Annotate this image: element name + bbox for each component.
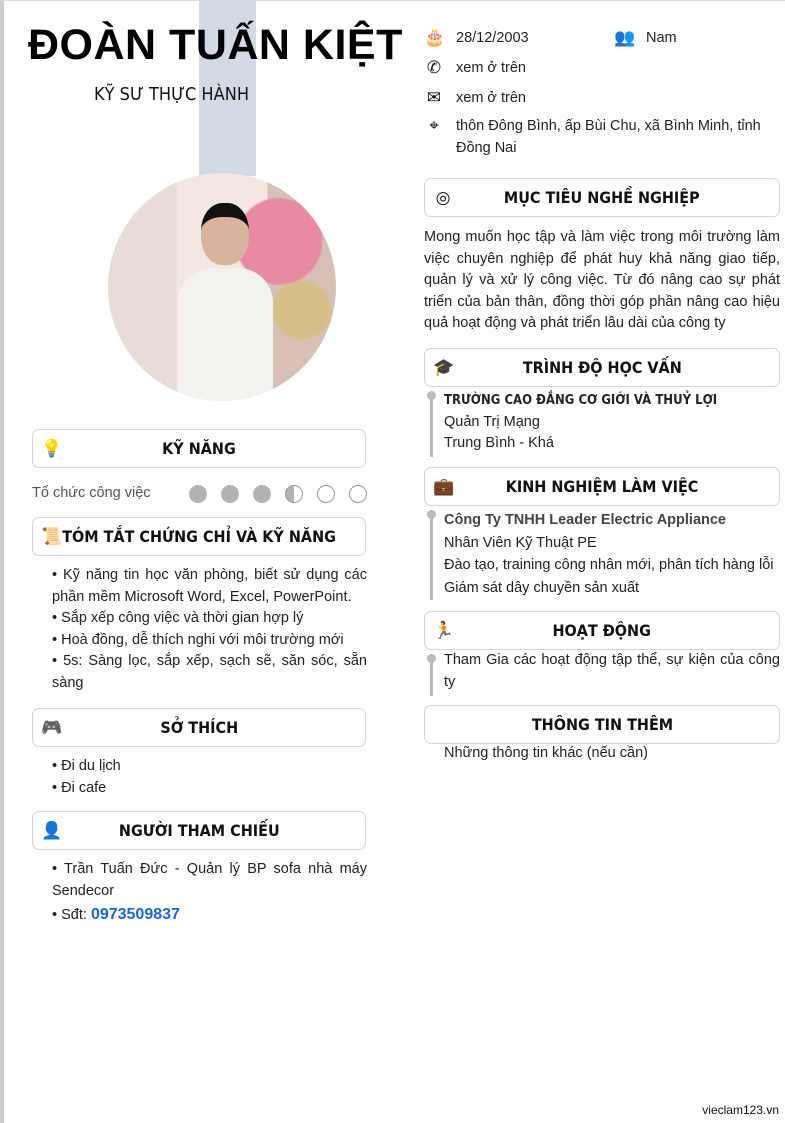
cert-item: • Sắp xếp công việc và thời gian hợp lý <box>52 610 304 626</box>
briefcase-icon: 💼 <box>433 477 455 496</box>
extra-text: Những thông tin khác (nếu cần) <box>444 745 648 761</box>
graduation-cap-icon: 🎓 <box>433 358 455 377</box>
hobby-item: • Đi cafe <box>52 779 107 796</box>
candidate-role: KỸ SƯ THỰC HÀNH <box>94 84 250 105</box>
birthday-row <box>424 27 529 49</box>
skill-dot-empty <box>349 485 367 503</box>
user-icon: 👤 <box>41 821 63 840</box>
skills-title: KỸ NĂNG <box>162 439 236 458</box>
skill-dot-full <box>221 485 239 503</box>
reference-phone[interactable]: 0973509837 <box>90 906 180 923</box>
footer-watermark: vieclam123.vn <box>702 1103 779 1117</box>
activities-header <box>424 611 780 650</box>
address-row <box>424 115 785 159</box>
experience-line: Đào tạo, training công nhân mới, phân tích hàng lỗi <box>444 557 774 573</box>
lightbulb-icon: 💡 <box>41 439 63 458</box>
map-pin-icon: ⌖ <box>429 116 439 135</box>
education-header <box>424 348 780 387</box>
certs-list <box>52 565 367 694</box>
education-timeline <box>430 393 433 457</box>
email: xem ở trên <box>456 90 526 106</box>
reference-phone-row <box>52 904 180 927</box>
objective-text: Mong muốn học tập và làm việc trong môi trường làm việc chuyên nghiệp để phát huy khả năng giao tiếp, quản lý và xử lý công việc. Từ đó nâng cao sự phát triển của bản thân, đồng thời góp phần nâng cao hiệu quả hoạt động và phát triển lâu dài của công ty <box>424 229 780 331</box>
candidate-name: ĐOÀN TUẤN KIỆT <box>28 21 403 69</box>
experience-line: Giám sát dây chuyền sản xuất <box>444 579 640 596</box>
email-row <box>424 87 526 109</box>
extra-title: THÔNG TIN THÊM <box>531 715 673 734</box>
education-title: TRÌNH ĐỘ HỌC VẤN <box>522 358 682 377</box>
experience-timeline <box>430 512 433 600</box>
cert-item: • Hoà đồng, dễ thích nghi với môi trường mới <box>52 631 344 648</box>
address: thôn Đông Bình, ấp Bùi Chu, xã Bình Minh, tỉnh Đồng Nai <box>456 118 761 156</box>
birthday: 28/12/2003 <box>456 30 529 46</box>
activities-text: Tham Gia các hoạt động tập thể, sự kiện của công ty <box>444 652 780 690</box>
hobbies-list <box>52 756 121 799</box>
cert-item: • Kỹ năng tin học văn phòng, biết sử dụng các phần mềm Microsoft Word, Excel, PowerPoint. <box>52 567 367 605</box>
users-icon: 👥 <box>614 28 636 47</box>
running-icon: 🏃 <box>433 621 455 640</box>
extra-header <box>424 705 780 744</box>
certs-title: TÓM TẮT CHỨNG CHỈ VÀ KỸ NĂNG <box>62 527 336 546</box>
experience-entry <box>444 509 774 599</box>
hobbies-header <box>32 708 366 747</box>
hobbies-title: SỞ THÍCH <box>160 718 238 737</box>
skill-dot-full <box>189 485 207 503</box>
company-name: Công Ty TNHH Leader Electric Appliance <box>444 512 726 528</box>
gamepad-icon: 🎮 <box>41 718 63 737</box>
skill-name: Tổ chức công việc <box>32 485 151 501</box>
activities-title: HOẠT ĐỘNG <box>552 621 652 640</box>
major: Quản Trị Mạng <box>444 413 540 430</box>
phone-label: • Sđt: <box>52 907 91 923</box>
experience-header <box>424 467 780 506</box>
references-header <box>32 811 366 850</box>
gender: Nam <box>646 30 677 46</box>
experience-title: KINH NGHIỆM LÀM VIỆC <box>505 477 699 496</box>
phone: xem ở trên <box>456 60 526 76</box>
skill-dot-empty <box>317 485 335 503</box>
certs-header <box>32 517 366 556</box>
skill-dot-full <box>253 485 271 503</box>
position: Nhân Viên Kỹ Thuật PE <box>444 534 597 551</box>
envelope-icon: ✉ <box>426 88 442 107</box>
gender-row <box>614 27 677 49</box>
birthday-cake-icon: 🎂 <box>424 28 446 47</box>
objective-title: MỤC TIÊU NGHỀ NGHIỆP <box>504 188 700 207</box>
skills-header <box>32 429 366 468</box>
hobby-item: • Đi du lịch <box>52 758 121 774</box>
phone-icon: ✆ <box>426 58 442 77</box>
education-entry <box>444 390 748 455</box>
phone-row <box>424 57 526 79</box>
activities-timeline <box>430 656 433 696</box>
skill-dot-half <box>285 485 303 503</box>
target-icon: ◎ <box>435 188 451 207</box>
references-title: NGƯỜI THAM CHIẾU <box>118 821 280 840</box>
cert-item: • 5s: Sàng lọc, sắp xếp, sạch sẽ, săn sóc, sẵn sàng <box>52 653 367 691</box>
profile-photo <box>108 173 336 401</box>
school-name: TRƯỜNG CAO ĐẲNG CƠ GIỚI VÀ THUỶ LỢI <box>444 393 718 408</box>
certificate-icon: 📜 <box>41 527 63 546</box>
objective-header <box>424 178 780 217</box>
grade: Trung Bình - Khá <box>444 435 554 451</box>
reference-person: • Trần Tuấn Đức - Quản lý BP sofa nhà máy Sendecor <box>52 861 367 899</box>
